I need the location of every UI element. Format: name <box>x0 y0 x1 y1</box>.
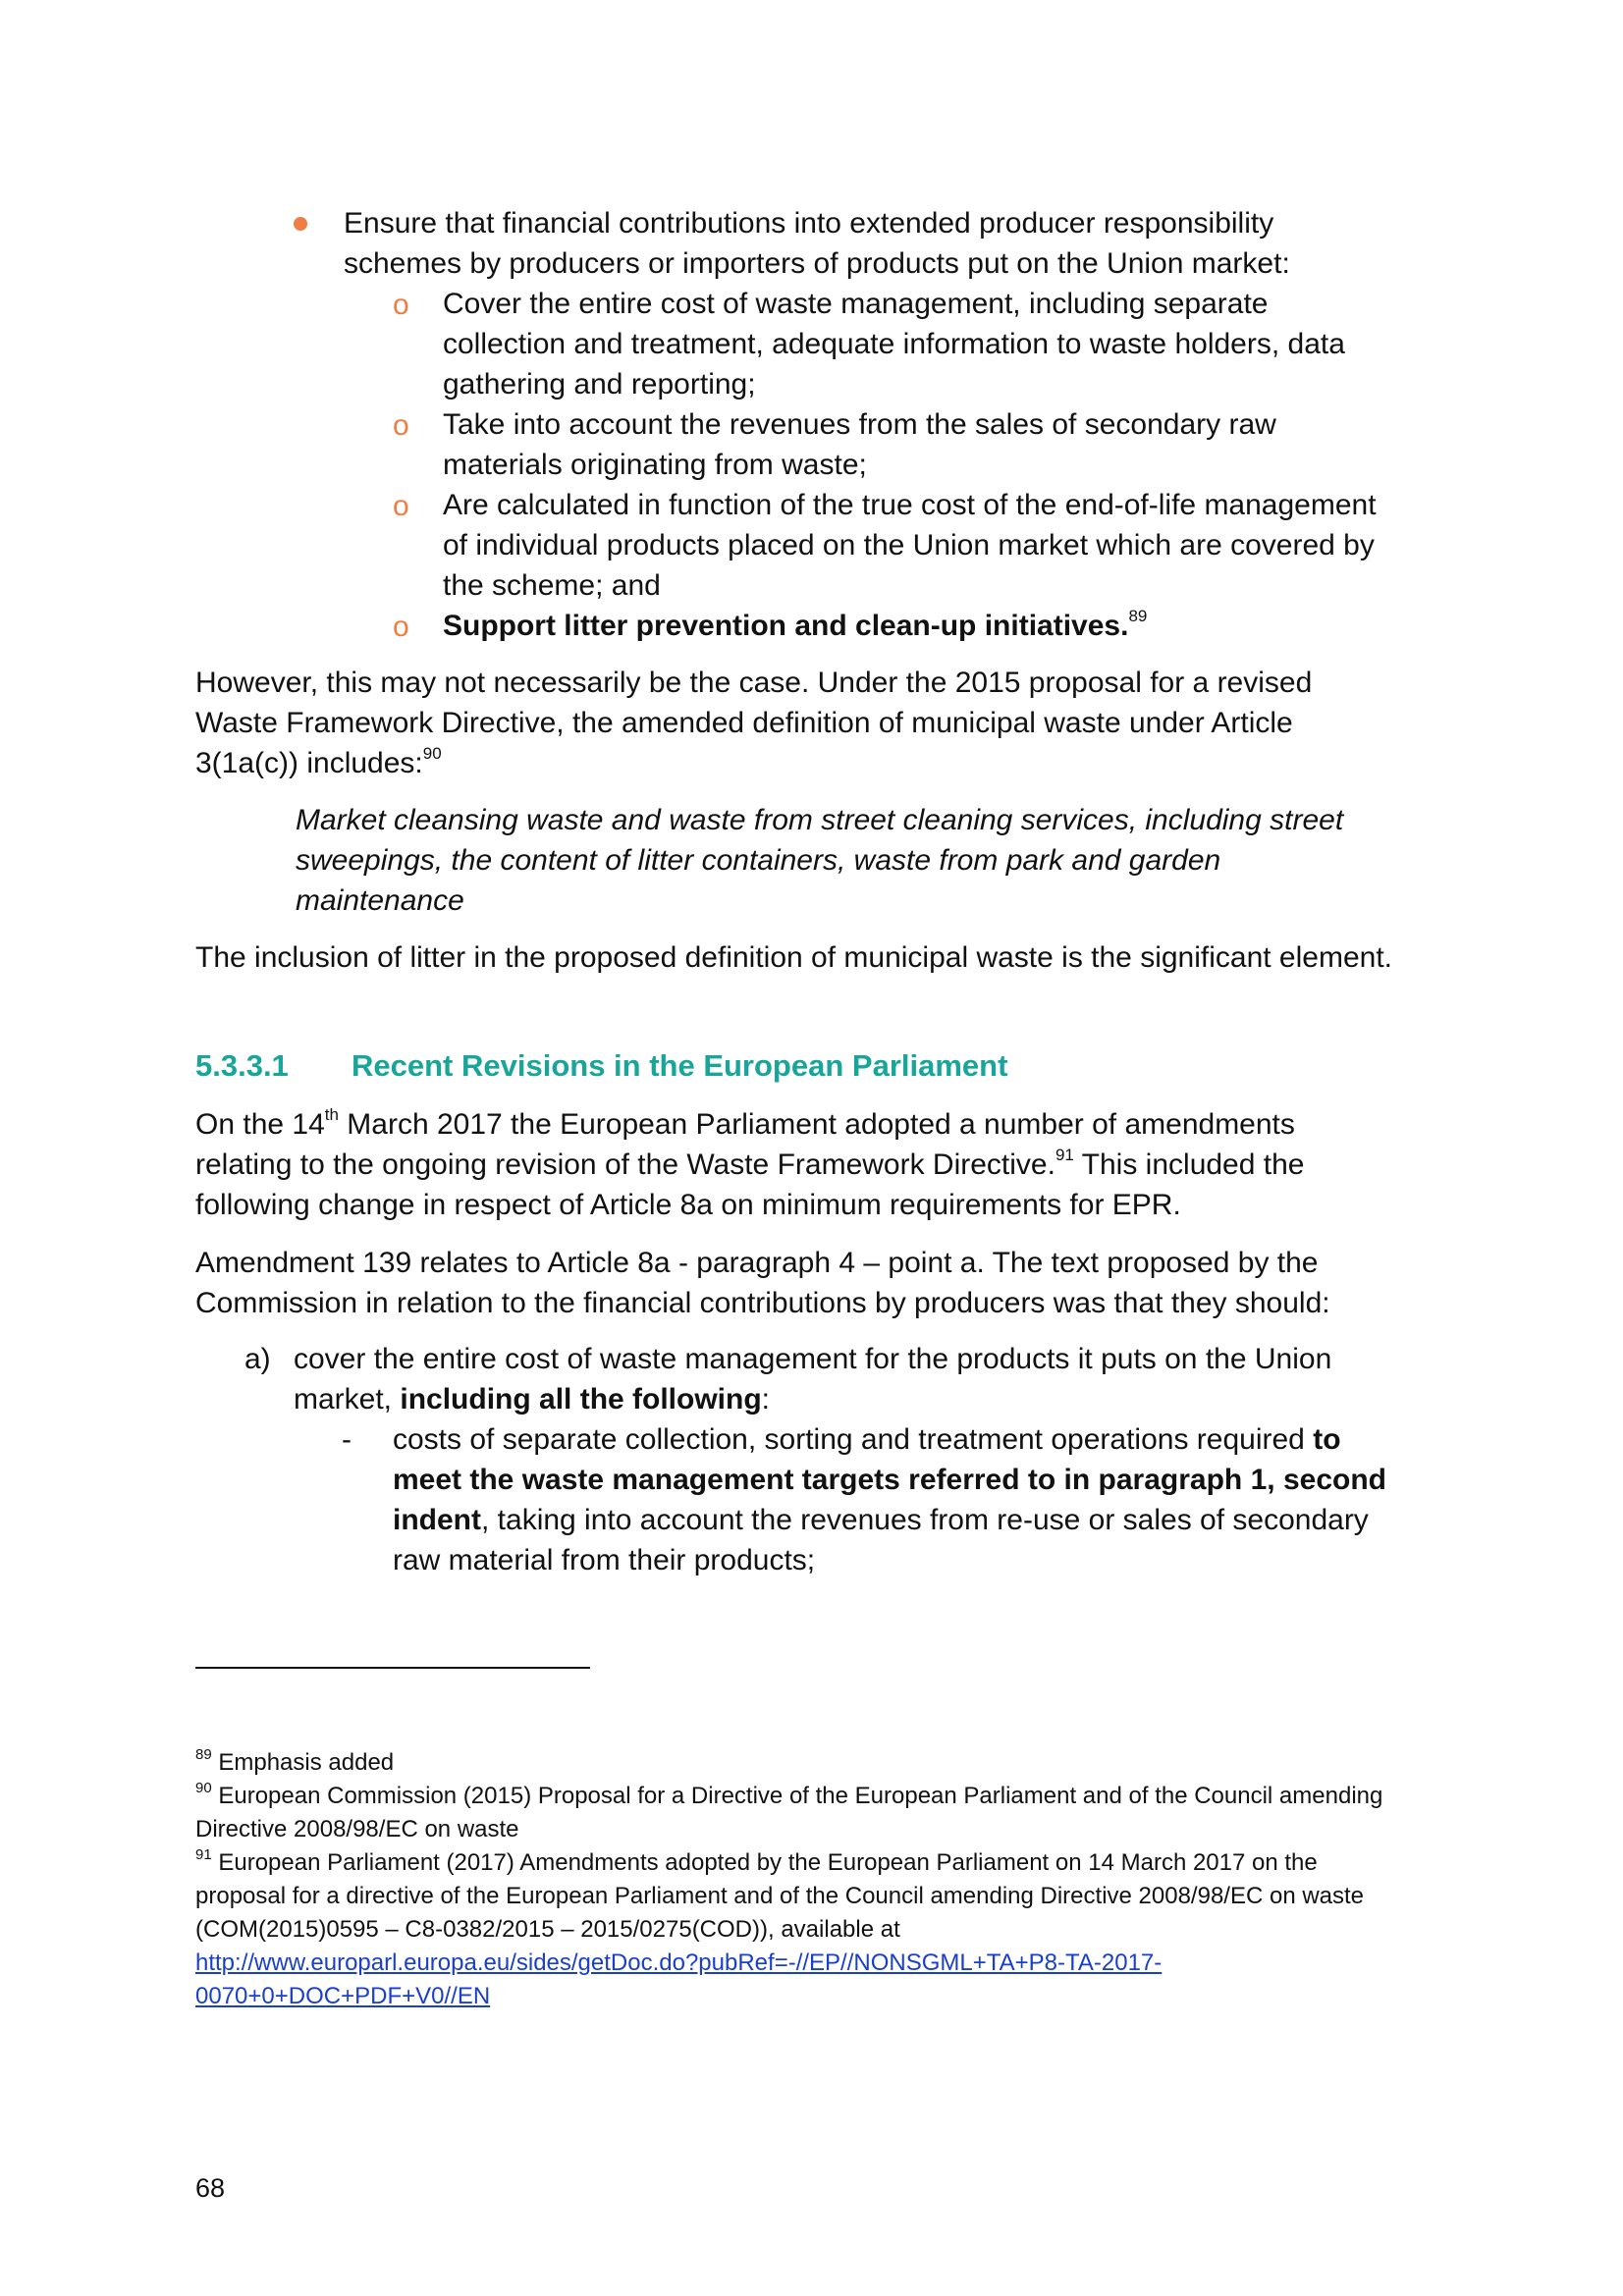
sub-bullet-text: Take into account the revenues from the sales of secondary raw materials originating from waste; <box>443 408 1276 481</box>
footnote-ref: 90 <box>422 744 442 763</box>
paragraph: The inclusion of litter in the proposed definition of municipal waste is the significant element. <box>195 941 1392 974</box>
footnote: $^{89}$ Emphasis added <box>195 1746 395 1776</box>
bullet-dot <box>294 217 307 231</box>
section-heading <box>195 1046 1007 1086</box>
footnote-ref: 89 <box>1128 607 1148 625</box>
paragraph: However, this may not necessarily be the case. Under the 2015 proposal for a revised Waste Framework Directive, the amended definition of municipal waste under Article 3(1a(c)) includes:$^{90}$ <box>195 667 1313 779</box>
dash-item-text: costs of separate collection, sorting and treatment operations required to meet the waste management targets referred to in paragraph 1, second indent, taking into account the revenues from re-use or sales of secondary raw material from their products; <box>393 1423 1386 1576</box>
bullet-text: Ensure that financial contributions into extended producer responsibility schemes by producers or importers of products put on the Union market: <box>344 207 1290 280</box>
footnote: $^{91}$ European Parliament (2017) Amendments adopted by the European Parliament on 14 March 2017 on the proposal for a directive of the European Parliament and of the Council amending Directive 2008/98/EC on waste (COM(2015)0595 – C8-0382/2015 – 2015/0275(COD)), available at http://www.europarl.europa.eu/sides/getDoc.do?pubRef=-//EP//NONSGML+TA+P8-TA-2017-0070+0+DOC+PDF+V0//EN <box>195 1846 1365 2009</box>
dash-marker: - <box>342 1423 352 1456</box>
page-number: 68 <box>195 2173 226 2203</box>
sub-bullet-marker: o <box>393 409 409 442</box>
section-title: Recent Revisions in the European Parliament <box>352 1048 1008 1083</box>
paragraph: Amendment 139 relates to Article 8a - paragraph 4 – point a. The text proposed by the Commission in relation to the financial contributions by producers was that they should: <box>195 1247 1330 1319</box>
footnote-link[interactable]: http://www.europarl.europa.eu/sides/getDoc.do?pubRef=-//EP//NONSGML+TA+P8-TA-2017-0070+0+DOC+PDF+V0//EN <box>195 1949 1163 2009</box>
sub-bullet-text: Cover the entire cost of waste management, including separate collection and treatment, adequate information to waste holders, data gathering and reporting; <box>443 288 1345 400</box>
sub-bullet-marker: o <box>393 611 409 643</box>
footnote: $^{90}$ European Commission (2015) Proposal for a Directive of the European Parliament and of the Council amending Directive 2008/98/EC on waste <box>195 1780 1383 1842</box>
section-number: 5.3.3.1 <box>195 1048 289 1083</box>
footnote-ref: 91 <box>1055 1146 1074 1164</box>
sub-bullet-marker: o <box>393 490 409 522</box>
list-marker: a) <box>244 1343 271 1375</box>
paragraph: On the 14th March 2017 the European Parliament adopted a number of amendments relating to the ongoing revision of the Waste Framework Directive.$^{91}$ This included the following change in respect of Article 8a on minimum requirements for EPR. <box>195 1105 1305 1221</box>
sub-bullet-text-emphasis: Support litter prevention and clean-up initiatives.$^{89}$ <box>443 607 1148 642</box>
footnote-separator <box>195 1667 590 1669</box>
block-quote: Market cleansing waste and waste from street cleaning services, including street sweepings, the content of litter containers, waste from park and garden maintenance <box>296 804 1344 917</box>
sub-bullet-marker: o <box>393 289 409 321</box>
list-item-text: cover the entire cost of waste management for the products it puts on the Union market, including all the following: <box>294 1343 1332 1415</box>
sub-bullet-text: Are calculated in function of the true cost of the end-of-life management of individual products placed on the Union market which are covered by the scheme; and <box>443 489 1377 602</box>
